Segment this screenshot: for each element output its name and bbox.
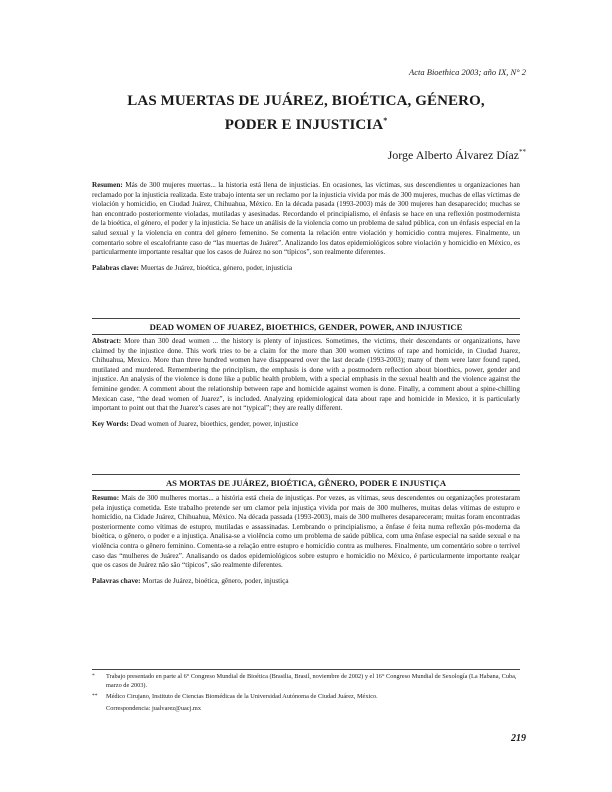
author-name-text: Jorge Alberto Álvarez Díaz <box>387 148 519 162</box>
footnote-item <box>92 705 520 714</box>
english-abstract-label: Abstract: <box>92 337 122 345</box>
footnote-item <box>92 693 520 702</box>
footnote-mark: ** <box>92 693 98 699</box>
english-section-heading: DEAD WOMEN OF JUAREZ, BIOETHICS, GENDER, POWER, AND INJUSTICE <box>92 318 520 335</box>
spanish-abstract-text: Más de 300 mujeres muertas... la historia está llena de injusticias. En ocasiones, las víctimas, sus descendientes u organizaciones han reclamado por la injusticia realizada. Este trabajo intenta ser un reclamo por la injusticia vivida por más de 300 mujeres, muchas de ellas víctimas de violación y homicidio, en Ciudad Juárez, Chihuahua, México. En la década pasada (1993-2003) más de 300 mujeres han desaparecido; muchas se han encontrado posteriormente violadas, mutiladas y asesinadas. Recordando el principialismo, el énfasis se hace en una reflexión postmodernista de la bioética, el género, el poder y la injusticia. Se hace un análisis de la violencia como un problema de salud pública, con un énfasis especial en la salud sexual y la violencia en contra del género femenino. Se comenta la relación entre violación y homicidio contra mujeres. Finalmente, un comentario sobre el escalofriante caso de “las muertas de Juárez”. Analizando los datos epidemiológicos sobre violación y homicidio en México, es particularmente importante resaltar que los casos de Juárez no son “típicos”, son realmente diferentes. <box>92 181 521 257</box>
footnote-text: Trabajo presentado en parte al 6° Congreso Mundial de Bioética (Brasilia, Brasil, noviembre de 2002) y el 16° Congreso Mundial de Sexología (La Habana, Cuba, marzo de 2003). <box>106 673 517 689</box>
english-abstract-text: More than 300 dead women ... the history is plenty of injustices. Sometimes, the victims, their descendants or organizations, have claimed by the injustice done. This work tries to be a claim for the more than 300 women victims of rape and homicide, in Ciudad Juarez, Chihuahua, Mexico. More than three hundred women have disappeared over the last decade (1993-2003); many of them were later found raped, mutilated and murdered. Remembering the principlism, the emphasis is done with a postmodern reflection about bioethics, power, gender and injustice. An analysis of the violence is done like a public health problem, with a special emphasis in the sexual health and the violence against the feminine gender. A comment about the relationship between rape and homicide against women is done. Finally, a comment about a spine-chilling Mexican case, “the dead women of Juarez”, is included. Analyzing epidemiological data about rape and homicide in Mexico, it is particularly important to point out that the Juarez’s cases are not “typical”; they are really different. <box>92 337 520 413</box>
spanish-abstract <box>92 181 520 258</box>
spanish-abstract-label: Resumen: <box>92 181 123 189</box>
english-abstract-block <box>92 337 520 429</box>
title-line-2 <box>90 111 522 135</box>
title-line-2-text: PODER E INJUSTICIA <box>224 117 384 133</box>
spanish-keywords <box>92 264 520 274</box>
article-title <box>90 92 522 135</box>
footnote-text: Médico Cirujano, Instituto de Ciencias Biomédicas de la Universidad Autónoma de Ciudad Juárez, México. <box>106 693 378 700</box>
footnote-rule <box>92 669 520 670</box>
footnote-item <box>92 673 520 690</box>
author-name <box>388 148 526 163</box>
title-line-1: LAS MUERTAS DE JUÁREZ, BIOÉTICA, GÉNERO, <box>127 93 485 109</box>
english-keywords <box>92 420 520 430</box>
portuguese-abstract-block <box>92 494 520 586</box>
portuguese-keywords <box>92 577 520 587</box>
english-abstract <box>92 337 520 414</box>
footnote-text: Correspondencia: jualvarez@uacj.mx <box>106 704 201 712</box>
portuguese-abstract <box>92 494 520 571</box>
portuguese-keywords-text: Mortas de Juárez, bioética, gênero, poder, injustiça <box>142 576 289 585</box>
spanish-keywords-label: Palabras clave: <box>92 263 139 272</box>
portuguese-abstract-label: Resumo: <box>92 494 120 502</box>
english-keywords-label: Key Words: <box>92 419 129 428</box>
page-number: 219 <box>511 733 526 744</box>
portuguese-abstract-text: Mais de 300 mulheres mortas... a história está cheia de injustiças. Por vezes, as vítimas, seus descendentes ou organizações protestaram pela injustiça cometida. Este trabalho pretende ser um clamor pela injustiça vivida por mais de 300 mulheres, muitas delas vítimas de estupro e homicídio, na Cidade Juárez, Chihuahua, México. Na década passada (1993-2003), mais de 300 mulheres desapareceram; muitas foram encontradas posteriormente como vítimas de estupro, mutiladas e assassinadas. Lembrando o principialismo, a ênfase é feita numa reflexão pós-moderna da bioética, o gênero, o poder e a injustiça. Analisa-se a violência como um problema de saúde pública, com uma ênfase especial na saúde sexual e na violência contra o gênero feminino. Comenta-se a relação entre estupro e homicídio contra as mulheres. Finalmente, um comentário sobre o terrível caso das “mulheres de Juárez”. Analisando os dados epidemiológicos sobre estupro e homicídio no México, é particularmente importante realçar que os casos de Juárez não são “típicos”, são realmente diferentes. <box>92 494 520 570</box>
author-footnote-mark: ** <box>519 148 526 156</box>
running-head: Acta Bioethica 2003; año IX, N° 2 <box>409 67 526 77</box>
spanish-keywords-text: Muertas de Juárez, bioética, género, poder, injusticia <box>140 263 293 272</box>
title-footnote-mark: * <box>383 116 388 125</box>
english-keywords-text: Dead women of Juarez, bioethics, gender, power, injustice <box>130 419 299 428</box>
spanish-abstract-block <box>92 181 520 273</box>
footnote-mark: * <box>92 673 95 679</box>
portuguese-section-heading: AS MORTAS DE JUÁREZ, BIOÉTICA, GÊNERO, PODER E INJUSTIÇA <box>92 474 520 491</box>
footnotes <box>92 673 520 716</box>
portuguese-keywords-label: Palavras chave: <box>92 576 141 585</box>
